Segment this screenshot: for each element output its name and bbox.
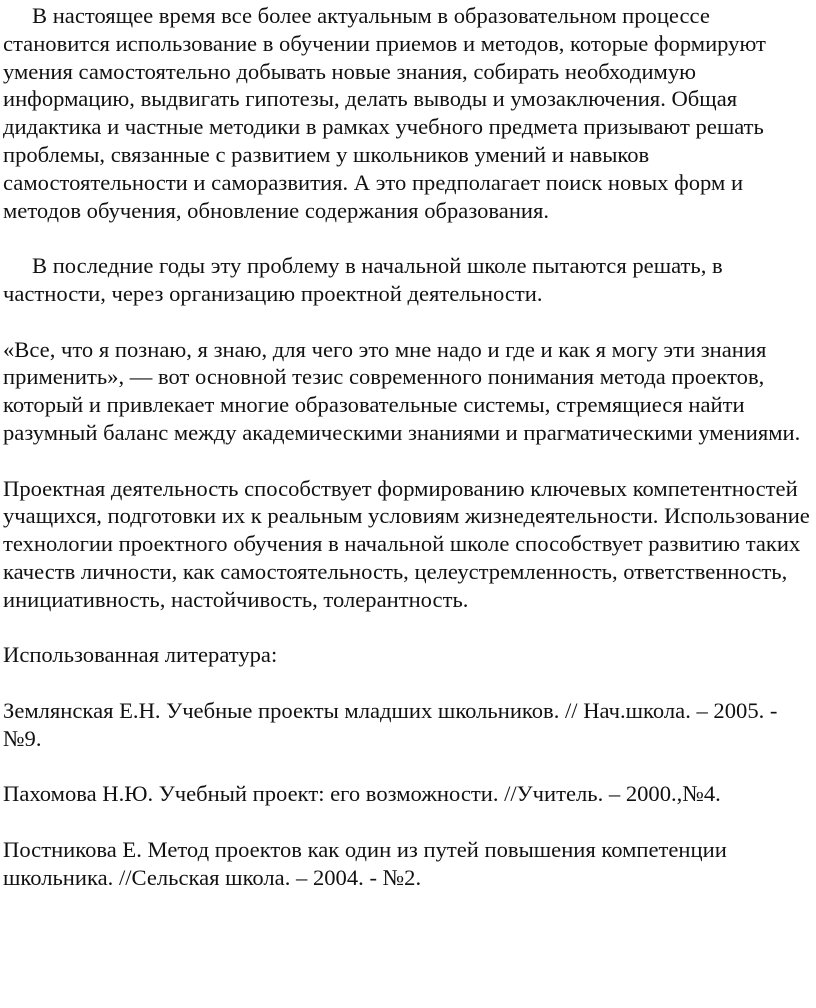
paragraph-quote: «Все, что я познаю, я знаю, для чего это мне надо и где и как я могу эти знания применить», — вот основной тезис современного понимания метода проектов, который и привлекает многие образовательные системы, стремящиеся найти разумный баланс между академическими знаниями и прагматическими умениями. [3, 336, 801, 445]
paragraph-project-activity: В последние годы эту проблему в начальной школе пытаются решать, в частности, через организацию проектной деятельности. [3, 253, 723, 306]
reference-item: Землянская Е.Н. Учебные проекты младших школьников. // Нач.школа. – 2005. - №9. [3, 697, 778, 751]
reference-item: Пахомова Н.Ю. Учебный проект: его возможности. //Учитель. – 2000.,№4. [3, 781, 721, 807]
references-heading: Использованная литература: [3, 642, 278, 668]
paragraph-intro: В настоящее время все более актуальным в образовательном процессе становится использование в обучении приемов и методов, которые формируют умения самостоятельно добывать новые знания, собирать необходимую информацию, выдвигать гипотезы, делать выводы и умозаключения. Общая дидактика и частные методики в рамках учебного предмета призывают решать проблемы, связанные с развитием у школьников умений и навыков самостоятельности и саморазвития. А это предполагает поиск новых форм и методов обучения, обновление содержания образования. [3, 3, 766, 223]
reference-item: Постникова Е. Метод проектов как один из путей повышения компетенции школьника. //Сельская школа. – 2004. - №2. [3, 836, 727, 890]
paragraph-competencies: Проектная деятельность способствует формированию ключевых компетентностей учащихся, подготовки их к реальным условиям жизнедеятельности. Использование технологии проектного обучения в начальной школе способствует развитию таких качеств личности, как самостоятельность, целеустремленность, ответственность, инициативность, настойчивость, толерантность. [3, 475, 810, 612]
